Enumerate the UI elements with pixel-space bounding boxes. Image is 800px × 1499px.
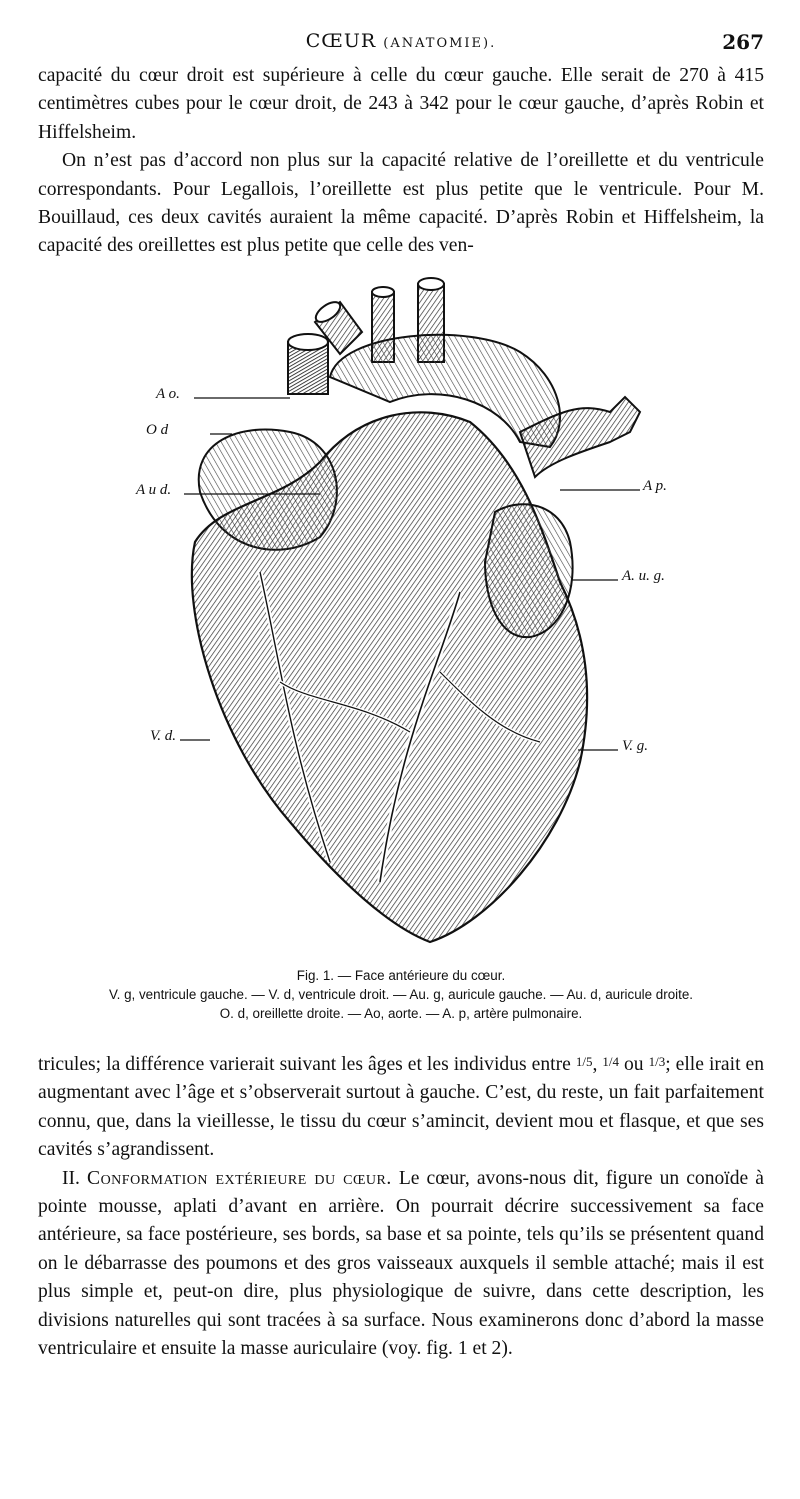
- paragraph-3-start: tricules; la différence varierait suivant les âges et les individus entre: [38, 1054, 571, 1075]
- heart-figure: [136, 262, 700, 952]
- label-artere-pulmonaire: A p.: [643, 478, 667, 494]
- running-title-main: CŒUR: [305, 30, 377, 52]
- page-number: 267: [722, 30, 764, 54]
- fraction-one-fifth: 1/5: [575, 1054, 593, 1069]
- label-ventricule-droit: V. d.: [150, 728, 176, 744]
- fraction-one-third: 1/3: [648, 1054, 666, 1069]
- running-title: [38, 30, 764, 52]
- section-ii-body: Le cœur, avons-nous dit, figure un conoïde à pointe mousse, aplati d’avant en arrière. On pourrait décrire successivement sa face antérieure, sa face postérieure, ses bords, sa base et sa pointe, tels qu’ils se présentent quand on le débarrasse des poumons et des gros vaisseaux auxquels il semble attaché; mais il est plus simple et, peut-on dire, plus physiologique de suivre, dans cette description, les divisions naturelles qui sont tracées à sa surface. Nous examinerons donc d’abord la masse ventriculaire et ensuite la masse auriculaire (voy. fig. 1 et 2).: [38, 1167, 764, 1360]
- caption-title: Fig. 1. — Face antérieure du cœur.: [296, 968, 506, 983]
- paragraph-3: tricules; la différence varierait suivant les âges et les individus entre $^{1/5}$, $^{1/4}$ ou $^{1/3}$; elle irait en augmentant avec l’âge et s’observerait surtout à gauche. C’est, du reste, un fait parfaitement connu, que, dans la vieillesse, le tissu du cœur s’amincit, devient mou et flasque, et que ses cavités s’agrandissent.: [38, 1054, 765, 1161]
- caption-legend-line-1: V. g, ventricule gauche. — V. d, ventricule droit. — Au. g, auricule gauche. — Au. d, auricule droite.: [108, 987, 694, 1002]
- text-block-bottom: [38, 1048, 764, 1363]
- label-aorta: A o.: [156, 386, 180, 402]
- label-auricule-gauche: A. u. g.: [622, 568, 665, 584]
- paragraph-2: On n’est pas d’accord non plus sur la capacité relative de l’oreillette et du ventricule correspondants. Pour Legallois, l’oreillette est plus petite que le ventricule. Pour M. Bouillaud, ces deux cavités auraient la même capacité. D’après Robin et Hiffelsheim, la capacité des oreillettes est plus petite que celle des ven-: [38, 150, 764, 257]
- section-ii-heading: Conformation extérieure du cœur.: [87, 1167, 392, 1189]
- label-auricule-droite: A u d.: [136, 482, 172, 498]
- running-title-sub: (ANATOMIE).: [383, 36, 497, 51]
- paragraph-1: capacité du cœur droit est supérieure à celle du cœur gauche. Elle serait de 270 à 415 centimètres cubes pour le cœur droit, de 243 à 342 pour le cœur gauche, d’après Robin et Hiffelsheim.: [38, 65, 764, 143]
- caption-legend-line-2: O. d, oreillette droite. — Ao, aorte. — A. p, artère pulmonaire.: [219, 1006, 583, 1021]
- running-head: [38, 30, 764, 56]
- label-oreillette-droite: O d: [146, 422, 169, 438]
- paragraph-3-end: ; elle irait en augmentant avec l’âge et s’observerait surtout à gauche. C’est, du reste, un fait parfaitement connu, que, dans la vieillesse, le tissu du cœur s’amincit, devient mou et flasque, et que ses cavités s’agrandissent.: [38, 1054, 765, 1161]
- section-ii-number: II.: [62, 1167, 80, 1189]
- text-block-top: [38, 62, 764, 261]
- fraction-one-fourth: 1/4: [602, 1054, 619, 1069]
- label-ventricule-gauche: V. g.: [622, 738, 648, 754]
- figure-caption: [38, 966, 764, 1023]
- heart-engraving: [140, 262, 700, 952]
- section-ii-paragraph: [38, 1165, 764, 1364]
